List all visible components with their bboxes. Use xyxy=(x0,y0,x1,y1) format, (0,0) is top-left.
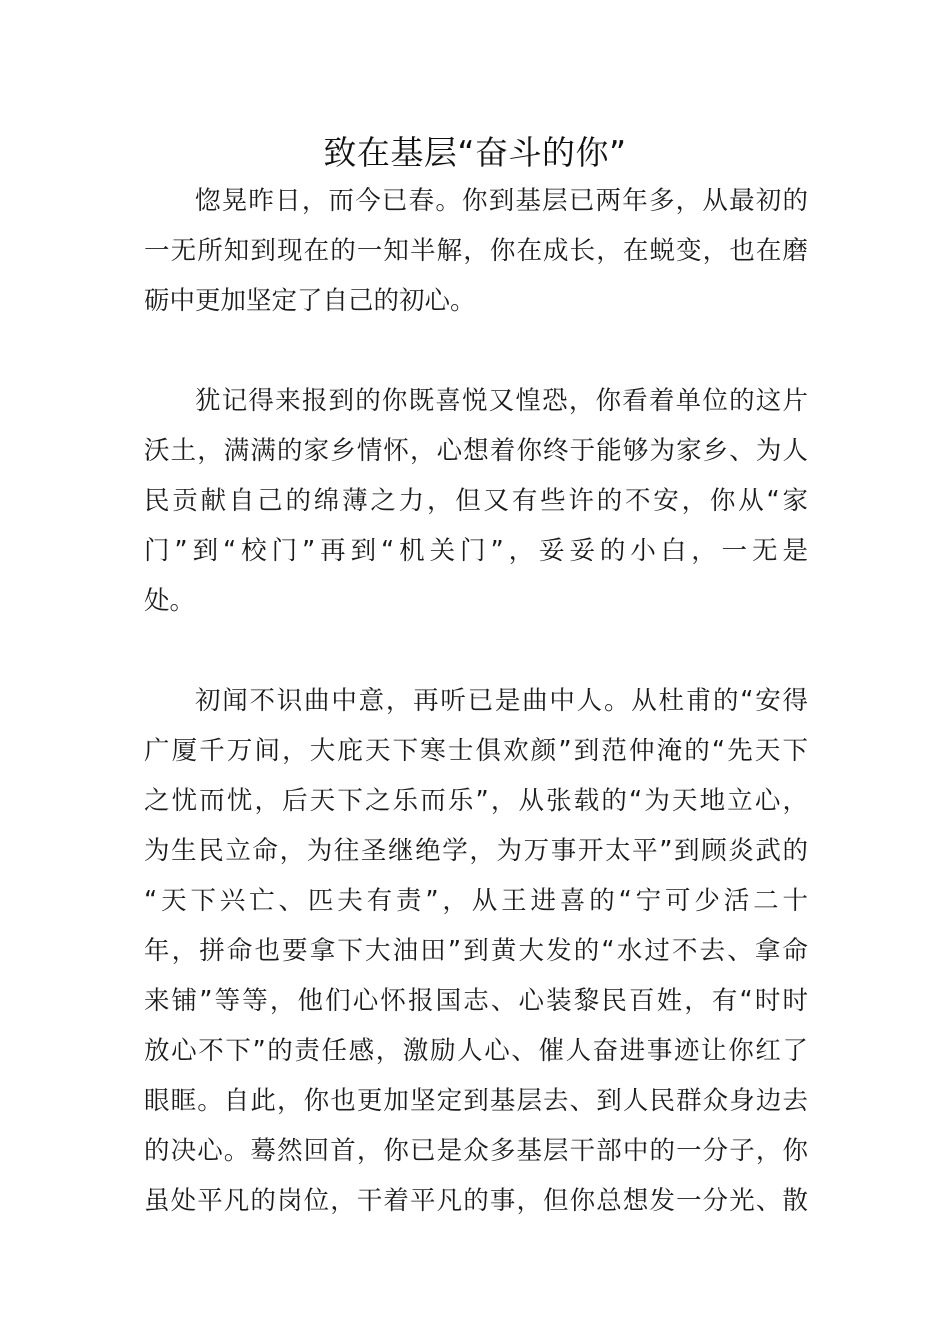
paragraph-line: 砺中更加坚定了自己的初心。 xyxy=(144,286,476,316)
paragraph-line: 一无所知到现在的一知半解，你在成长，在蜕变，也在磨 xyxy=(144,236,808,266)
paragraph-line: 惚晃昨日，而今已春。你到基层已两年多，从最初的 xyxy=(195,186,808,216)
paragraph-line: 为生民立命，为往圣继绝学，为万事开太平”到顾炎武的 xyxy=(144,836,808,866)
paragraph-line: 沃土，满满的家乡情怀，心想着你终于能够为家乡、为人 xyxy=(144,436,808,466)
paragraph-line: “天下兴亡、匹夫有责”，从王进喜的“宁可少活二十 xyxy=(144,886,808,916)
paragraph-line: 门”到“校门”再到“机关门”，妥妥的小白，一无是 xyxy=(144,536,808,566)
paragraph-line: 初闻不识曲中意，再听已是曲中人。从杜甫的“安得 xyxy=(195,686,808,716)
paragraph-line: 年，拼命也要拿下大油田”到黄大发的“水过不去、拿命 xyxy=(144,936,808,966)
paragraph-line: 处。 xyxy=(144,586,196,616)
paragraph-line: 来铺”等等，他们心怀报国志、心装黎民百姓，有“时时 xyxy=(144,986,808,1016)
paragraph-line: 的决心。蓦然回首，你已是众多基层干部中的一分子，你 xyxy=(144,1136,808,1166)
paragraph-3 xyxy=(144,676,808,1226)
paragraph-line: 广厦千万间，大庇天下寒士俱欢颜”到范仲淹的“先天下 xyxy=(144,736,808,766)
paragraph-line: 放心不下”的责任感，激励人心、催人奋进事迹让你红了 xyxy=(144,1036,808,1066)
document-body xyxy=(144,176,808,1276)
paragraph-2 xyxy=(144,376,808,626)
paragraph-line: 虽处平凡的岗位，干着平凡的事，但你总想发一分光、散 xyxy=(144,1186,808,1216)
paragraph-1 xyxy=(144,176,808,326)
paragraph-line: 民贡献自己的绵薄之力，但又有些许的不安，你从“家 xyxy=(144,486,808,516)
paragraph-line: 犹记得来报到的你既喜悦又惶恐，你看着单位的这片 xyxy=(195,386,808,416)
paragraph-line: 之忧而忧，后天下之乐而乐”，从张载的“为天地立心， xyxy=(144,786,808,816)
paragraph-line: 眼眶。自此，你也更加坚定到基层去、到人民群众身边去 xyxy=(144,1086,808,1116)
document-title: 致在基层“奋斗的你” xyxy=(323,133,627,172)
